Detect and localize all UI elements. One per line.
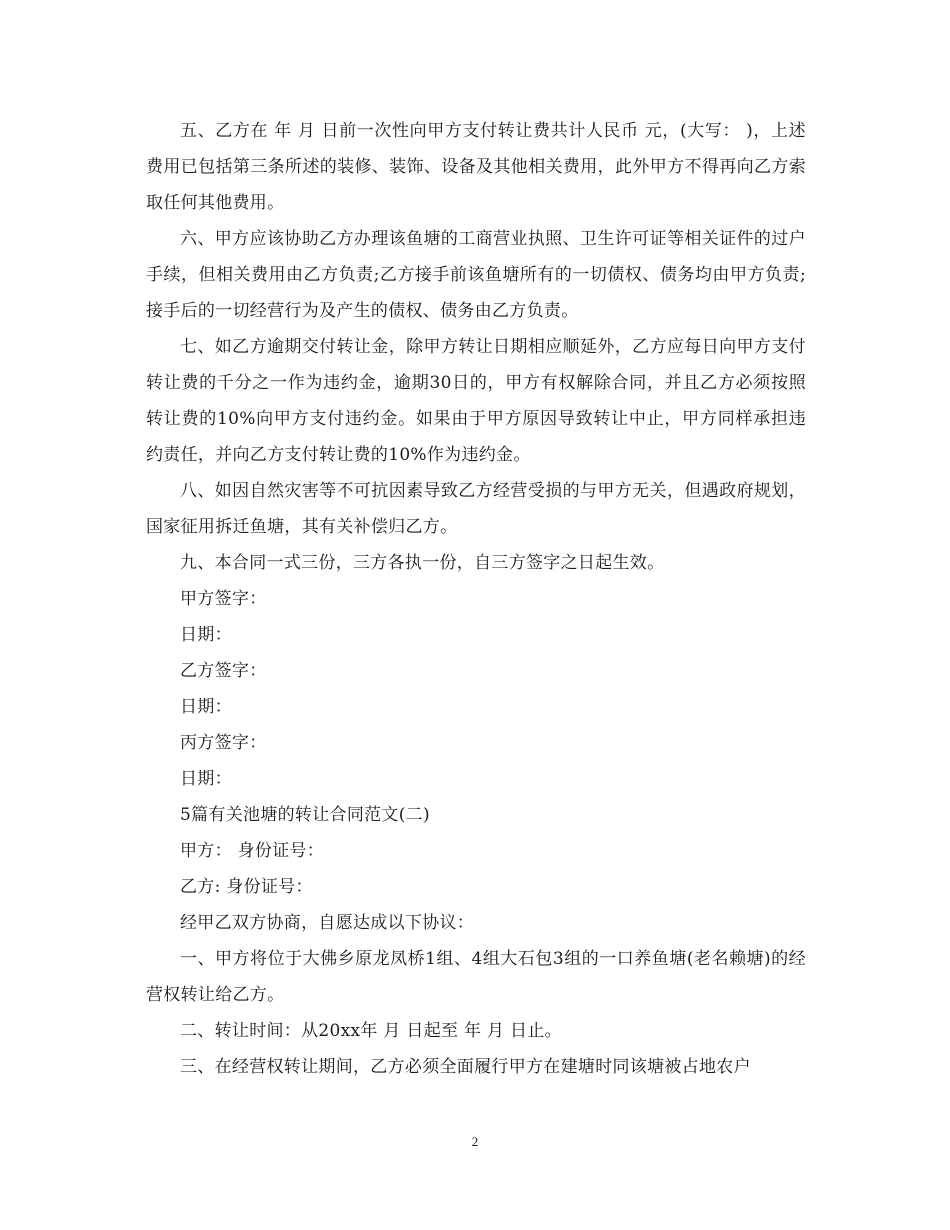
party-a-signature-line: 甲方签字： bbox=[180, 589, 267, 609]
section-title: 5篇有关池塘的转让合同范文(二) bbox=[180, 805, 430, 825]
clause-7-paragraph: 七、如乙方逾期交付转让金，除甲方转让日期相应顺延外，乙方应每日向甲方支付转让费的千分之一作为违约金，逾期30日的，甲方有权解除合同，并且乙方必须按照转让费的10%向甲方支付违约金。如果由于甲方原因导致转让中止，甲方同样承担违约责任，并向乙方支付转让费的10%作为违约金。 bbox=[146, 337, 806, 465]
party-b-date-line: 日期： bbox=[180, 697, 232, 717]
party-a-id-line: 甲方： 身份证号： bbox=[180, 841, 325, 861]
new-clause-1-paragraph: 一、甲方将位于大佛乡原龙凤桥1组、4组大石包3组的一口养鱼塘(老名赖塘)的经营权转让给乙方。 bbox=[146, 949, 806, 1005]
party-b-id-line: 乙方: 身份证号： bbox=[180, 877, 313, 897]
document-body bbox=[146, 113, 806, 1085]
party-b-signature-line: 乙方签字： bbox=[180, 661, 267, 681]
clause-9-paragraph: 九、本合同一式三份，三方各执一份，自三方签字之日起生效。 bbox=[180, 553, 665, 573]
clause-8-paragraph: 八、如因自然灾害等不可抗因素导致乙方经营受损的与甲方无关，但遇政府规划，国家征用拆迁鱼塘，其有关补偿归乙方。 bbox=[146, 481, 806, 537]
party-c-signature-line: 丙方签字： bbox=[180, 733, 267, 753]
agreement-intro: 经甲乙双方协商，自愿达成以下协议： bbox=[180, 913, 475, 933]
party-a-date-line: 日期： bbox=[180, 625, 232, 645]
new-clause-3-paragraph: 三、在经营权转让期间，乙方必须全面履行甲方在建塘时同该塘被占地农户 bbox=[180, 1057, 751, 1077]
clause-6-paragraph: 六、甲方应该协助乙方办理该鱼塘的工商营业执照、卫生许可证等相关证件的过户手续，但相关费用由乙方负责;乙方接手前该鱼塘所有的一切债权、债务均由甲方负责;接手后的一切经营行为及产生的债权、债务由乙方负责。 bbox=[146, 229, 806, 321]
party-c-date-line: 日期： bbox=[180, 769, 232, 789]
clause-5-paragraph: 五、乙方在 年 月 日前一次性向甲方支付转让费共计人民币 元，(大写： )，上述费用已包括第三条所述的装修、装饰、设备及其他相关费用，此外甲方不得再向乙方索取任何其他费用。 bbox=[146, 121, 806, 213]
page-number: 2 bbox=[471, 1134, 479, 1149]
new-clause-2-paragraph: 二、转让时间：从20xx年 月 日起至 年 月 日止。 bbox=[180, 1021, 562, 1041]
